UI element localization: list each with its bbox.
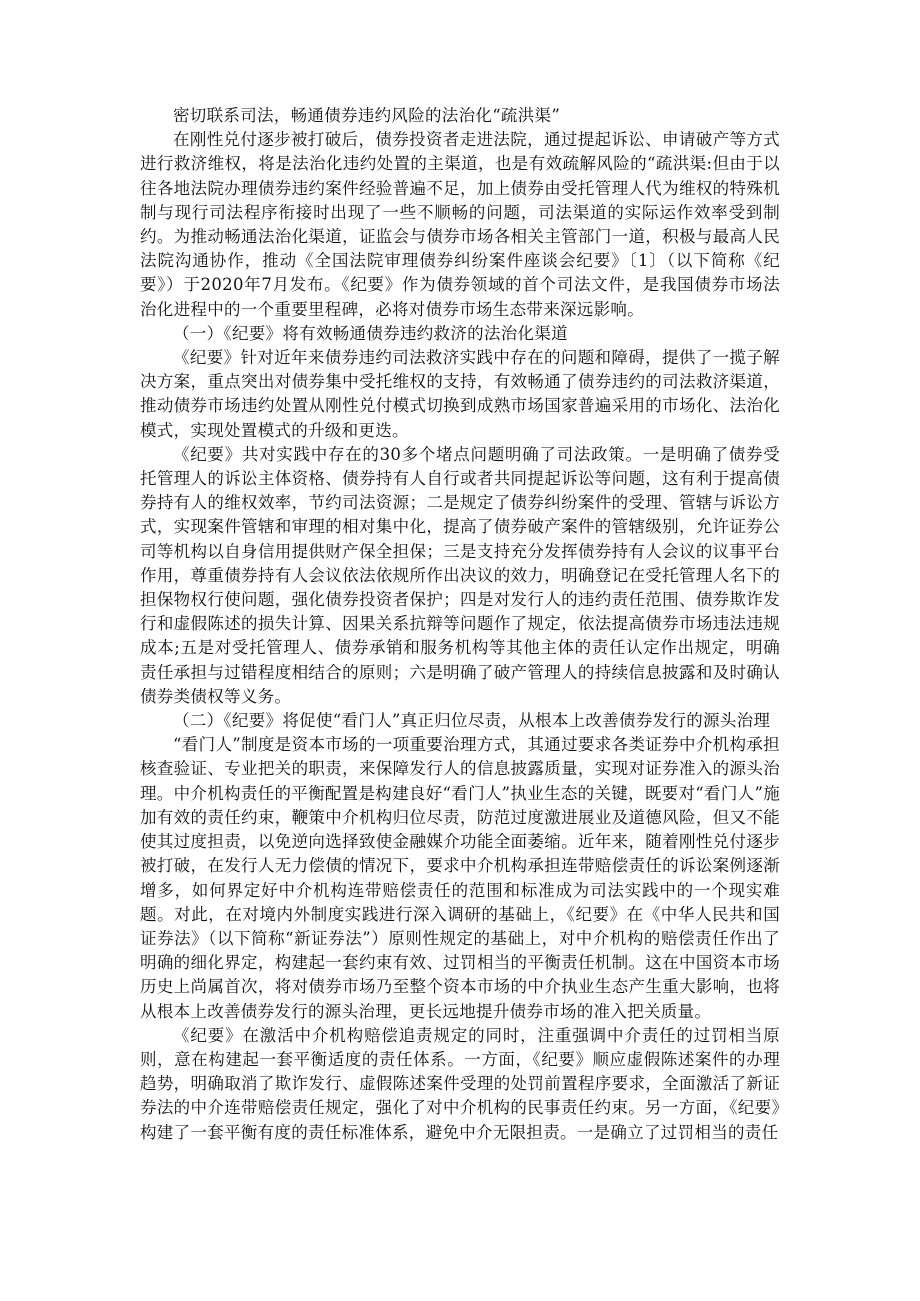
document-body bbox=[140, 104, 780, 1145]
section-heading-1: （一）《纪要》将有效畅通债券违约救济的法治化渠道 bbox=[173, 323, 568, 343]
document-title: 密切联系司法，畅通债券违约风险的法治化“疏洪渠” bbox=[173, 106, 561, 125]
section-heading-2: （二）《纪要》将促使“看门人”真正归位尽责，从根本上改善债券发行的源头治理 bbox=[173, 711, 771, 731]
paragraph-section-1-a: 《纪要》针对近年来债券违约司法救济实践中存在的问题和障碍，提供了一揽子解决方案，重点突出对债券集中受托维权的支持，有效畅通了债券违约的司法救济渠道，推动债券市场违约处置从刚性兑付模式切换到成熟市场国家普遍采用的市场化、法治化模式，实现处置模式的升级和更迭。 bbox=[140, 348, 780, 440]
paragraph-section-2-a: “看门人”制度是资本市场的一项重要治理方式，其通过要求各类证券中介机构承担核查验证、专业把关的职责，来保障发行人的信息披露质量，实现对证券准入的源头治理。中介机构责任的平衡配置是构建良好“看门人”执业生态的关键，既要对“看门人”施加有效的责任约束，鞭策中介机构归位尽责，防范过度激进展业及道德风险，但又不能使其过度担责，以免逆向选择致使金融媒介功能全面萎缩。近年来，随着刚性兑付逐步被打破，在发行人无力偿债的情况下，要求中介机构承担连带赔偿责任的诉讼案例逐渐增多，如何界定好中介机构连带赔偿责任的范围和标准成为司法实践中的一个现实难题。对此，在对境内外制度实践进行深入调研的基础上，《纪要》在《中华人民共和国证券法》（以下简称“新证券法”）原则性规定的基础上，对中介机构的赔偿责任作出了明确的细化界定，构建起一套约束有效、过罚相当的平衡责任机制。这在中国资本市场历史上尚属首次，将对债券市场乃至整个资本市场的中介执业生态产生重大影响，也将从根本上改善债券发行的源头治理，更长远地提升债券市场的准入把关质量。 bbox=[140, 735, 780, 1021]
paragraph-section-1-b: 《纪要》共对实践中存在的30多个堵点问题明确了司法政策。一是明确了债券受托管理人的诉讼主体资格、债券持有人自行或者共同提起诉讼等问题，这有利于提高债券持有人的维权效率，节约司法资源；二是规定了债券纠纷案件的受理、管辖与诉讼方式，实现案件管辖和审理的相对集中化，提高了债券破产案件的管辖级别，允许证券公司等机构以自身信用提供财产保全担保；三是支持充分发挥债券持有人会议的议事平台作用，尊重债券持有人会议依法依规所作出决议的效力，明确登记在受托管理人名下的担保物权行使问题，强化债券投资者保护；四是对发行人的违约责任范围、债券欺诈发行和虚假陈述的损失计算、因果关系抗辩等问题作了规定，依法提高债券市场违法违规成本;五是对受托管理人、债券承销和服务机构等其他主体的责任认定作出规定，明确责任承担与过错程度相结合的原则；六是明确了破产管理人的持续信息披露和及时确认债券类债权等义务。 bbox=[140, 444, 780, 706]
paragraph-intro: 在刚性兑付逐步被打破后，债券投资者走进法院，通过提起诉讼、申请破产等方式进行救济维权，将是法治化违约处置的主渠道，也是有效疏解风险的“疏洪渠:但由于以往各地法院办理债券违约案件经验普遍不足，加上债券由受托管理人代为维权的特殊机制与现行司法程序衔接时出现了一些不顺畅的问题，司法渠道的实际运作效率受到制约。为推动畅通法治化渠道，证监会与债券市场各相关主管部门一道，积极与最高人民法院沟通协作，推动《全国法院审理债券纠纷案件座谈会纪要》〔1〕（以下简称《纪要》）于2020年7月发布。《纪要》作为债券领域的首个司法文件，是我国债券市场法治化进程中的一个重要里程碑，必将对债券市场生态带来深远影响。 bbox=[140, 130, 780, 319]
paragraph-section-2-b: 《纪要》在激活中介机构赔偿追责规定的同时，注重强调中介责任的过罚相当原则，意在构建起一套平衡适度的责任体系。一方面，《纪要》顺应虚假陈述案件的办理趋势，明确取消了欺诈发行、虚假陈述案件受理的处罚前置程序要求，全面激活了新证券法的中介连带赔偿责任规定，强化了对中介机构的民事责任约束。另一方面，《纪要》构建了一套平衡有度的责任标准体系，避免中介无限担责。一是确立了过罚相当的责任 bbox=[140, 1025, 780, 1142]
